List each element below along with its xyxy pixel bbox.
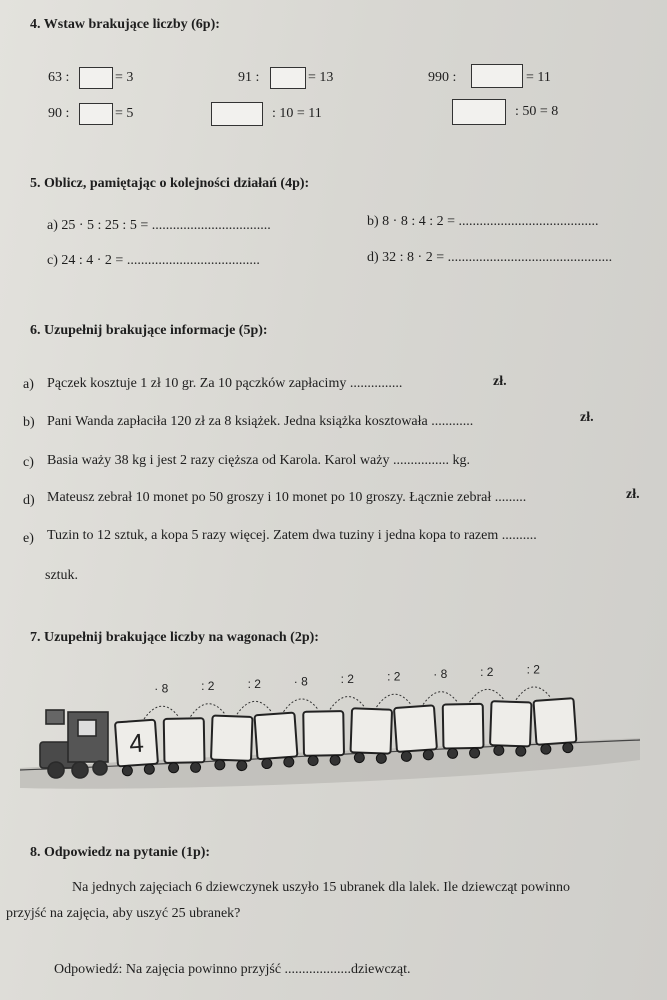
task6-c-text[interactable]: Basia waży 38 kg i jest 2 razy cięższa od Karola. Karol waży ................ kg. bbox=[47, 453, 470, 468]
task4-eq3-left: 990 : bbox=[428, 70, 457, 85]
task6-d-unit: zł. bbox=[626, 487, 640, 502]
task4-eq4-box[interactable] bbox=[79, 103, 113, 125]
task4-eq5-right: : 10 = 11 bbox=[272, 106, 322, 121]
wagon-wheel bbox=[469, 748, 479, 758]
operation-label: : 2 bbox=[387, 669, 401, 684]
operation-arrow bbox=[330, 697, 365, 710]
wagon-wheel bbox=[237, 760, 247, 770]
operation-arrow bbox=[423, 692, 458, 705]
operation-arrow bbox=[237, 701, 272, 714]
operation-label: : 2 bbox=[340, 672, 354, 686]
locomotive bbox=[40, 710, 108, 778]
task6-e-cont: sztuk. bbox=[45, 568, 79, 583]
task8-answer[interactable]: Odpowiedź: Na zajęcia powinno przyjść ...................dziewcząt. bbox=[54, 962, 411, 977]
operation-arrow bbox=[516, 687, 551, 700]
task6-a-unit: zł. bbox=[493, 374, 507, 389]
task5-title: 5. Oblicz, pamiętając o kolejności działań (4p): bbox=[30, 176, 310, 191]
task4-eq1-box[interactable] bbox=[79, 67, 113, 89]
task4-eq1-right: = 3 bbox=[115, 70, 134, 85]
task4-eq2-box[interactable] bbox=[270, 67, 306, 89]
wagon-wheel bbox=[448, 748, 458, 758]
wagon-wheel bbox=[262, 758, 273, 769]
task6-a-prefix: a) bbox=[23, 377, 34, 392]
wagon-wheel bbox=[401, 751, 412, 762]
operation-label: : 2 bbox=[201, 679, 215, 694]
operation-label: : 2 bbox=[247, 676, 261, 691]
task4-eq3-box[interactable] bbox=[471, 64, 523, 88]
operation-arrow bbox=[284, 699, 319, 712]
wagon-wheel bbox=[376, 753, 386, 763]
operation-arrow bbox=[470, 689, 505, 702]
wagon-wheel bbox=[516, 746, 526, 756]
task6-b-unit: zł. bbox=[580, 410, 594, 425]
wagon-wheel bbox=[283, 757, 294, 768]
task6-c-prefix: c) bbox=[23, 455, 34, 470]
task6-a-text[interactable]: Pączek kosztuje 1 zł 10 gr. Za 10 pączków zapłacimy ............... bbox=[47, 376, 403, 391]
task4-eq6-box[interactable] bbox=[452, 99, 506, 125]
wagon-wheel bbox=[562, 742, 573, 753]
wagon-wheel bbox=[144, 764, 155, 775]
task4-eq6-right: : 50 = 8 bbox=[515, 104, 559, 119]
operation-label: · 8 bbox=[293, 674, 308, 689]
task8-line2: przyjść na zajęcia, aby uszyć 25 ubranek? bbox=[6, 906, 241, 921]
task6-b-prefix: b) bbox=[23, 415, 35, 430]
wagon-wheel bbox=[330, 755, 340, 765]
task4-eq3-right: = 11 bbox=[526, 70, 551, 85]
wagon-wheel bbox=[122, 765, 133, 776]
task4-title: 4. Wstaw brakujące liczby (6p): bbox=[30, 17, 220, 32]
wagon-wheel bbox=[215, 760, 225, 770]
task5-d[interactable]: d) 32 : 8 · 2 = ............................................... bbox=[367, 250, 613, 265]
wagon-wheel bbox=[190, 762, 200, 772]
operation-arrow bbox=[191, 704, 226, 717]
task6-b-text[interactable]: Pani Wanda zapłaciła 120 zł za 8 książek. Jedna książka kosztowała ............ bbox=[47, 414, 474, 429]
wagon-wheel bbox=[494, 745, 504, 755]
task5-a[interactable]: a) 25 · 5 : 25 : 5 = .................................. bbox=[47, 218, 271, 233]
wagon-wheel bbox=[423, 749, 434, 760]
operation-label: : 2 bbox=[480, 664, 494, 679]
task5-c[interactable]: c) 24 : 4 · 2 = ...................................... bbox=[47, 253, 260, 268]
operation-label: · 8 bbox=[154, 681, 169, 696]
task4-eq1-left: 63 : bbox=[48, 70, 70, 85]
task6-e-text[interactable]: Tuzin to 12 sztuk, a kopa 5 razy więcej. Zatem dwa tuziny i jedna kopa to razem .......... bbox=[47, 528, 537, 543]
task6-d-prefix: d) bbox=[23, 493, 35, 508]
task4-eq2-right: = 13 bbox=[308, 70, 334, 85]
task8-title: 8. Odpowiedz na pytanie (1p): bbox=[30, 845, 211, 860]
wagon-wheel bbox=[308, 756, 318, 766]
operation-arrow bbox=[144, 706, 179, 719]
wagon-wheel bbox=[169, 763, 179, 773]
task4-eq4-right: = 5 bbox=[115, 106, 134, 121]
operation-label: · 8 bbox=[433, 667, 448, 682]
wagon-wheel bbox=[354, 752, 364, 762]
task6-e-prefix: e) bbox=[23, 531, 34, 546]
task8-line1: Na jednych zajęciach 6 dziewczynek uszyło 15 ubranek dla lalek. Ile dziewcząt powinno bbox=[72, 880, 570, 895]
wagon-wheel bbox=[541, 744, 552, 755]
operation-label: : 2 bbox=[526, 662, 540, 677]
train-illustration bbox=[0, 660, 667, 810]
task4-eq2-left: 91 : bbox=[238, 70, 260, 85]
task6-title: 6. Uzupełnij brakujące informacje (5p): bbox=[30, 323, 268, 338]
task4-eq5-box[interactable] bbox=[211, 102, 263, 126]
task6-d-text[interactable]: Mateusz zebrał 10 monet po 50 groszy i 10 monet po 10 groszy. Łącznie zebrał ......... bbox=[47, 490, 527, 505]
task5-b[interactable]: b) 8 · 8 : 4 : 2 = ........................................ bbox=[367, 214, 599, 229]
task7-title: 7. Uzupełnij brakujące liczby na wagonach (2p): bbox=[30, 630, 319, 645]
task4-eq4-left: 90 : bbox=[48, 106, 70, 121]
wagon-first-value: 4 bbox=[128, 727, 145, 759]
operation-arrow bbox=[377, 694, 412, 707]
